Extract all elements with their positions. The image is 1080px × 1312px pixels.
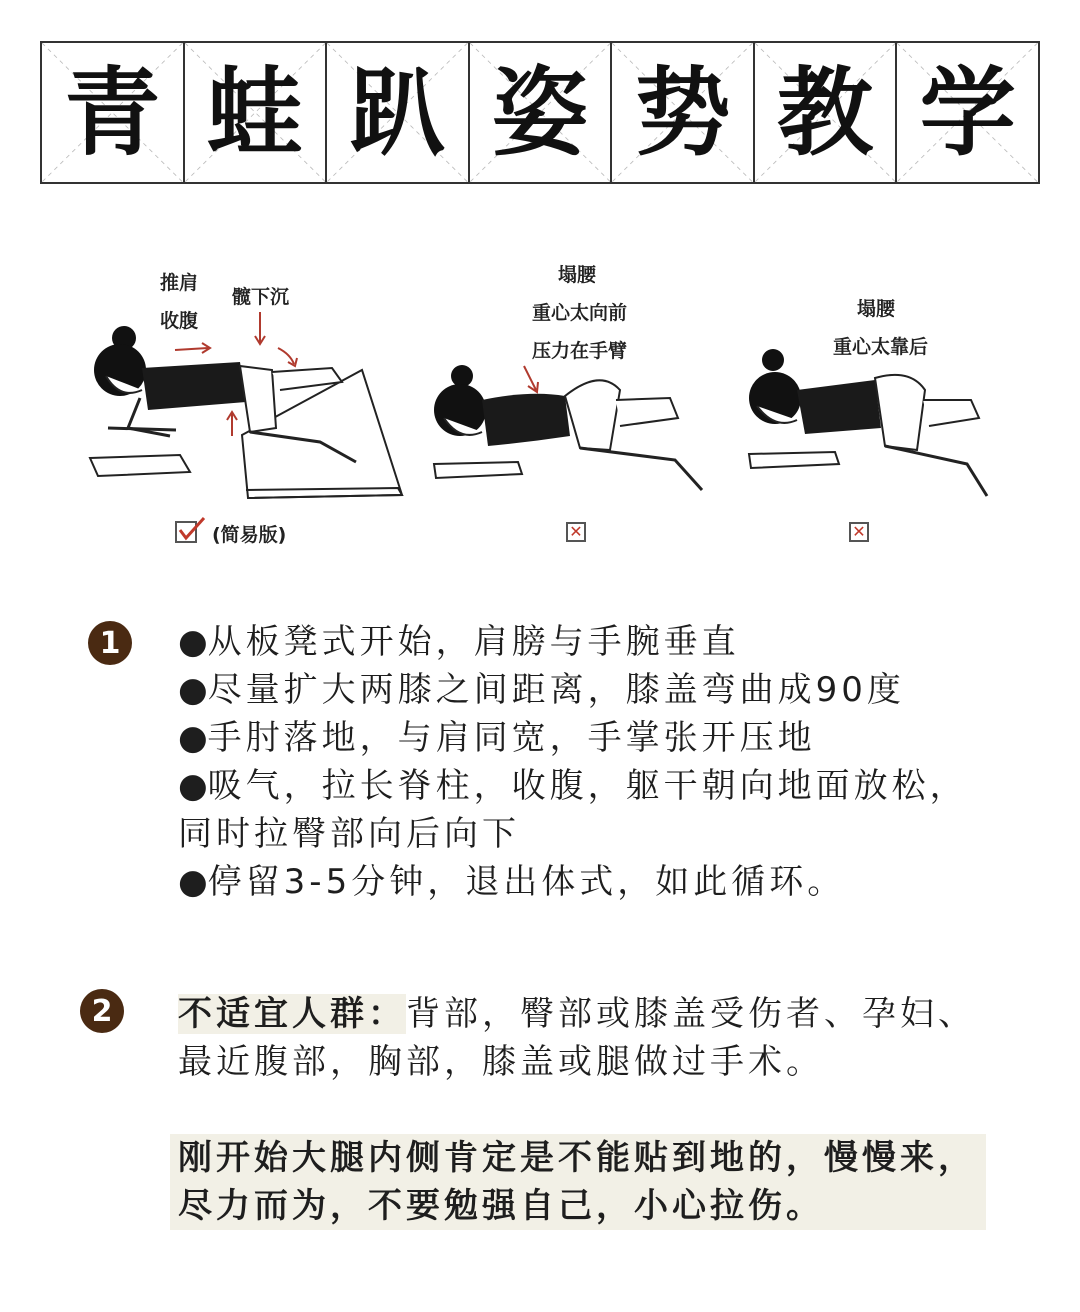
contraindication-label: 不适宜人群： <box>178 994 406 1034</box>
section-1-badge: 1 <box>88 621 132 665</box>
title-cell <box>470 43 613 182</box>
figure-wrong-backward <box>735 250 1005 560</box>
figure-wrong-forward <box>420 250 720 560</box>
frog-pose-wrong-forward-illustration <box>420 250 720 560</box>
figure-correct <box>80 250 410 560</box>
section-1-steps <box>178 618 988 906</box>
title-cell <box>612 43 755 182</box>
step-item: ●吸气，拉长脊柱，收腹，躯干朝向地面放松，同时拉臀部向后向下 <box>178 766 968 854</box>
bullet-icon: ● <box>178 718 208 758</box>
checkmark-icon <box>174 516 208 544</box>
title-char: 姿 <box>492 56 589 169</box>
figure-label: 推肩 <box>160 272 199 294</box>
title-cell <box>897 43 1038 182</box>
title-char: 蛙 <box>206 56 303 169</box>
section-2-badge: 2 <box>80 989 124 1033</box>
bullet-icon: ● <box>178 622 208 662</box>
figure-label: 髋下沉 <box>232 286 290 308</box>
wrong-mark-icon: ✕ <box>566 522 586 542</box>
figure-caption: (简易版) <box>212 524 287 546</box>
title-char: 学 <box>919 56 1016 169</box>
bullet-icon: ● <box>178 862 208 902</box>
figure-label: 压力在手臂 <box>532 340 628 362</box>
figure-label: 重心太靠后 <box>833 336 929 358</box>
title-cell <box>42 43 185 182</box>
bullet-icon: ● <box>178 766 208 806</box>
step-item: ●停留3-5分钟，退出体式，如此循环。 <box>178 862 846 902</box>
title-char: 教 <box>777 56 874 169</box>
title-grid <box>40 41 1040 184</box>
title-cell <box>327 43 470 182</box>
step-item: ●手肘落地，与肩同宽，手掌张开压地 <box>178 718 816 758</box>
title-char: 势 <box>634 56 731 169</box>
figure-label: 收腹 <box>160 310 199 332</box>
figure-label: 塌腰 <box>558 264 597 286</box>
tip-text: 刚开始大腿内侧肯定是不能贴到地的，慢慢来，尽力而为，不要勉强自己，小心拉伤。 <box>178 1138 976 1226</box>
figure-label: 塌腰 <box>857 298 896 320</box>
title-char: 趴 <box>349 56 446 169</box>
step-item: ●尽量扩大两膝之间距离，膝盖弯曲成90度 <box>178 670 905 710</box>
section-2-contraindications <box>178 990 988 1086</box>
title-cell <box>185 43 328 182</box>
bullet-icon: ● <box>178 670 208 710</box>
figure-label: 重心太向前 <box>532 302 628 324</box>
contraindication-text: 背部，臀部或膝盖受伤者、孕妇、最近腹部，胸部，膝盖或腿做过手术。 <box>178 994 976 1082</box>
title-cell <box>755 43 898 182</box>
step-item: ●从板凳式开始，肩膀与手腕垂直 <box>178 622 740 662</box>
title-char: 青 <box>64 56 161 169</box>
wrong-mark-icon: ✕ <box>849 522 869 542</box>
